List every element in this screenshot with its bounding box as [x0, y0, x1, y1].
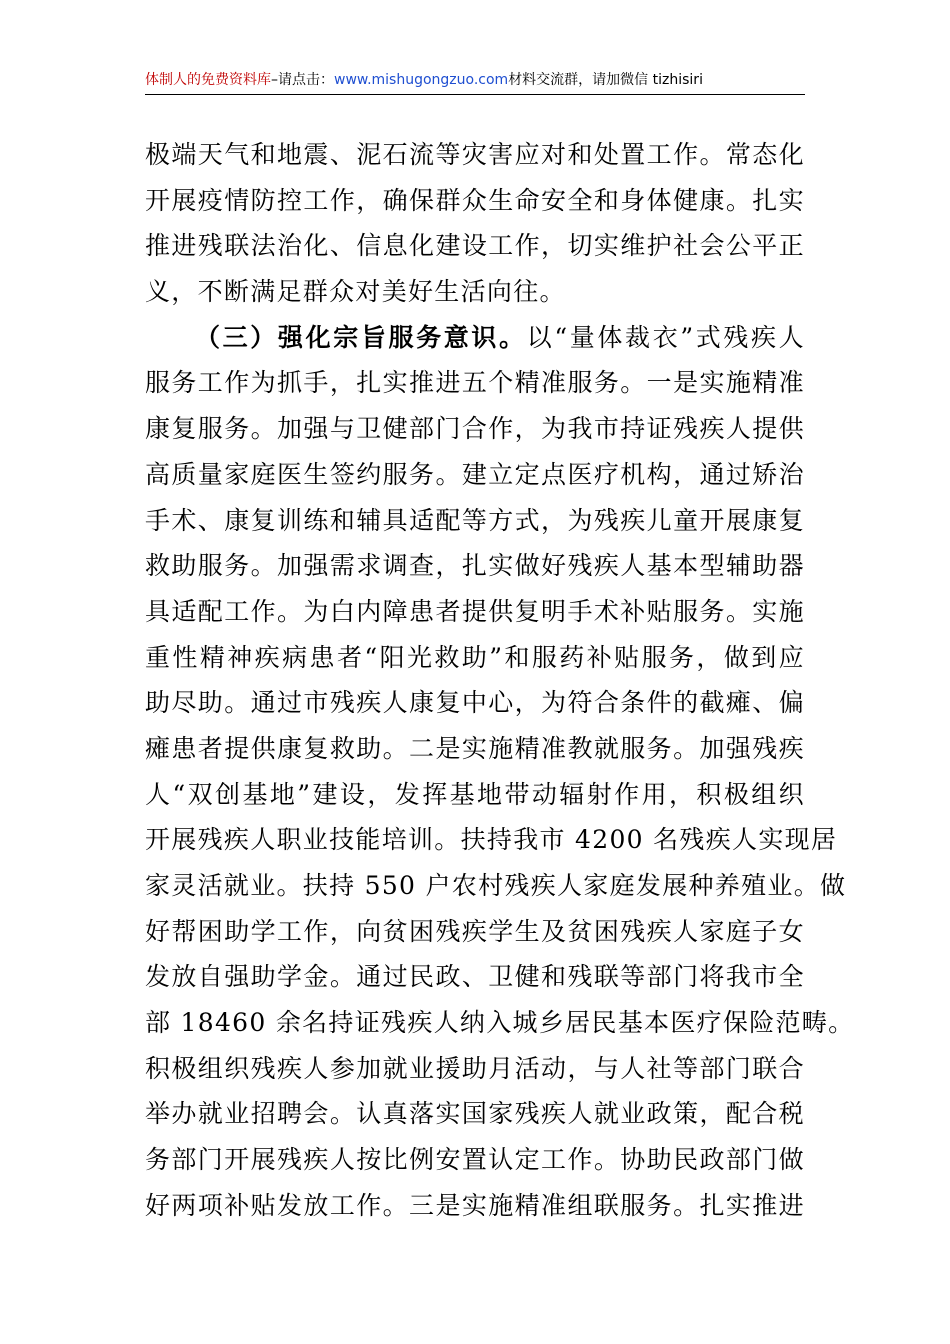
section-heading: （三）强化宗旨服务意识。 [195, 322, 527, 352]
document-body [145, 132, 855, 1229]
body-line: 助尽助。通过市残疾人康复中心，为符合条件的截瘫、偏 [145, 688, 805, 718]
body-line: 救助服务。加强需求调查，扎实做好残疾人基本型辅助器 [145, 551, 805, 581]
body-line: 高质量家庭医生签约服务。建立定点医疗机构，通过矫治 [145, 459, 805, 489]
body-line: 服务工作为抓手，扎实推进五个精准服务。一是实施精准 [145, 368, 805, 398]
body-line: 部 18460 余名持证残疾人纳入城乡居民基本医疗保险范畴。 [145, 1008, 855, 1038]
header-site-name: 体制人的免费资料库 [145, 72, 271, 88]
body-line: 开展疫情防控工作，确保群众生命安全和身体健康。扎实 [145, 185, 805, 215]
header-prompt: –请点击： [271, 72, 334, 88]
page-header [145, 70, 805, 95]
header-contact: 材料交流群，请加微信 tizhisiri [508, 72, 703, 88]
body-line: 举办就业招聘会。认真落实国家残疾人就业政策，配合税 [145, 1099, 805, 1129]
body-line: 务部门开展残疾人按比例安置认定工作。协助民政部门做 [145, 1145, 805, 1175]
body-line: 推进残联法治化、信息化建设工作，切实维护社会公平正 [145, 231, 805, 261]
body-line: 极端天气和地震、泥石流等灾害应对和处置工作。常态化 [145, 140, 805, 169]
body-line: 好帮困助学工作，向贫困残疾学生及贫困残疾人家庭子女 [145, 916, 805, 946]
body-line: 好两项补贴发放工作。三是实施精准组联服务。扎实推进 [145, 1190, 805, 1220]
body-line: 人“双创基地”建设，发挥基地带动辐射作用，积极组织 [145, 779, 805, 809]
body-line: 家灵活就业。扶持 550 户农村残疾人家庭发展种养殖业。做 [145, 871, 847, 900]
body-line: 瘫患者提供康复救助。二是实施精准教就服务。加强残疾 [145, 733, 805, 763]
body-line: 具适配工作。为白内障患者提供复明手术补贴服务。实施 [145, 596, 805, 626]
header-url-link[interactable]: www.mishugongzuo.com [334, 72, 509, 88]
section-heading-line: （三）强化宗旨服务意识。以“量体裁衣”式残疾人 [195, 322, 805, 352]
body-line: 手术、康复训练和辅具适配等方式，为残疾儿童开展康复 [145, 505, 805, 535]
body-line: 义，不断满足群众对美好生活向往。 [145, 277, 566, 307]
body-line: 积极组织残疾人参加就业援助月活动，与人社等部门联合 [145, 1053, 805, 1083]
body-line: 重性精神疾病患者“阳光救助”和服药补贴服务，做到应 [145, 642, 805, 672]
body-line: 康复服务。加强与卫健部门合作，为我市持证残疾人提供 [145, 414, 805, 444]
body-line: 发放自强助学金。通过民政、卫健和残联等部门将我市全 [145, 962, 805, 992]
body-line: 开展残疾人职业技能培训。扶持我市 4200 名残疾人实现居 [145, 825, 838, 855]
